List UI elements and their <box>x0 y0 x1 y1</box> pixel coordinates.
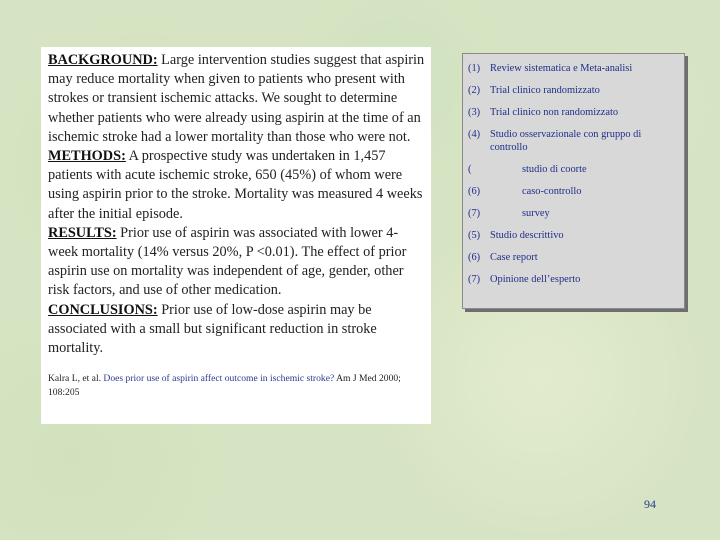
level-item <box>468 62 680 75</box>
page-number: 94 <box>644 497 656 511</box>
level-label: Opinione dell’esperto <box>490 274 581 285</box>
evidence-levels-panel <box>462 53 685 309</box>
level-item <box>468 207 680 220</box>
results-label: RESULTS: <box>48 224 117 241</box>
abstract-panel <box>41 47 431 424</box>
level-number: (2) <box>468 85 481 96</box>
level-label: studio di coorte <box>522 164 587 175</box>
level-number: (1) <box>468 63 481 74</box>
level-item <box>468 128 680 154</box>
citation-source: Am J Med 2000; 108:205 <box>48 373 401 399</box>
level-label: Studio osservazionale con gruppo di controllo <box>490 129 642 153</box>
abstract-text <box>48 51 425 358</box>
background-label: BACKGROUND: <box>48 52 158 68</box>
level-label: Case report <box>490 252 538 263</box>
level-item <box>468 273 680 286</box>
level-item <box>468 251 680 264</box>
level-number: ( <box>468 164 472 175</box>
level-item <box>468 185 680 198</box>
level-number: (4) <box>468 129 481 140</box>
methods-label: METHODS: <box>48 148 126 165</box>
citation-authors: Kalra L, et al. <box>48 373 104 385</box>
level-item <box>468 84 680 97</box>
level-label: Studio descrittivo <box>490 230 564 241</box>
level-label: caso-controllo <box>522 186 582 197</box>
level-item <box>468 106 680 119</box>
conclusions-text: Prior use of low-dose aspirin may be associated with a small but significant reduction in stroke mortality. <box>48 301 377 357</box>
level-label: Trial clinico non randomizzato <box>490 107 619 118</box>
citation <box>48 372 425 400</box>
conclusions-label: CONCLUSIONS: <box>48 301 158 318</box>
background-text: Large intervention studies suggest that aspirin may reduce mortality when given to patients who present with strokes or transient ischemic attacks. We sought to determine whether patients who were already using aspirin at the time of an ischemic stroke had a lower mortality than those who were not. <box>48 52 425 145</box>
results-text: Prior use of aspirin was associated with lower 4-week mortality (14% versus 20%, P <0.01). The effect of prior aspirin use on mortality was independent of age, gender, other risk factors, and use of other medication. <box>48 224 407 299</box>
level-item <box>468 229 680 242</box>
level-label: survey <box>522 208 550 219</box>
level-label: Review sistematica e Meta-analisi <box>490 63 633 74</box>
level-label: Trial clinico randomizzato <box>490 85 600 96</box>
level-number: (7) <box>468 274 481 285</box>
level-number: (7) <box>468 208 481 219</box>
level-item <box>468 163 680 176</box>
citation-title: Does prior use of aspirin affect outcome in ischemic stroke? <box>103 373 335 385</box>
level-number: (5) <box>468 230 481 241</box>
methods-text: A prospective study was undertaken in 1,457 patients with acute ischemic stroke, 650 (45%) of whom were using aspirin prior to the stroke. Mortality was measured 4 weeks after the initial episode. <box>48 148 423 222</box>
level-number: (6) <box>468 252 481 263</box>
level-number: (6) <box>468 186 481 197</box>
level-number: (3) <box>468 107 481 118</box>
